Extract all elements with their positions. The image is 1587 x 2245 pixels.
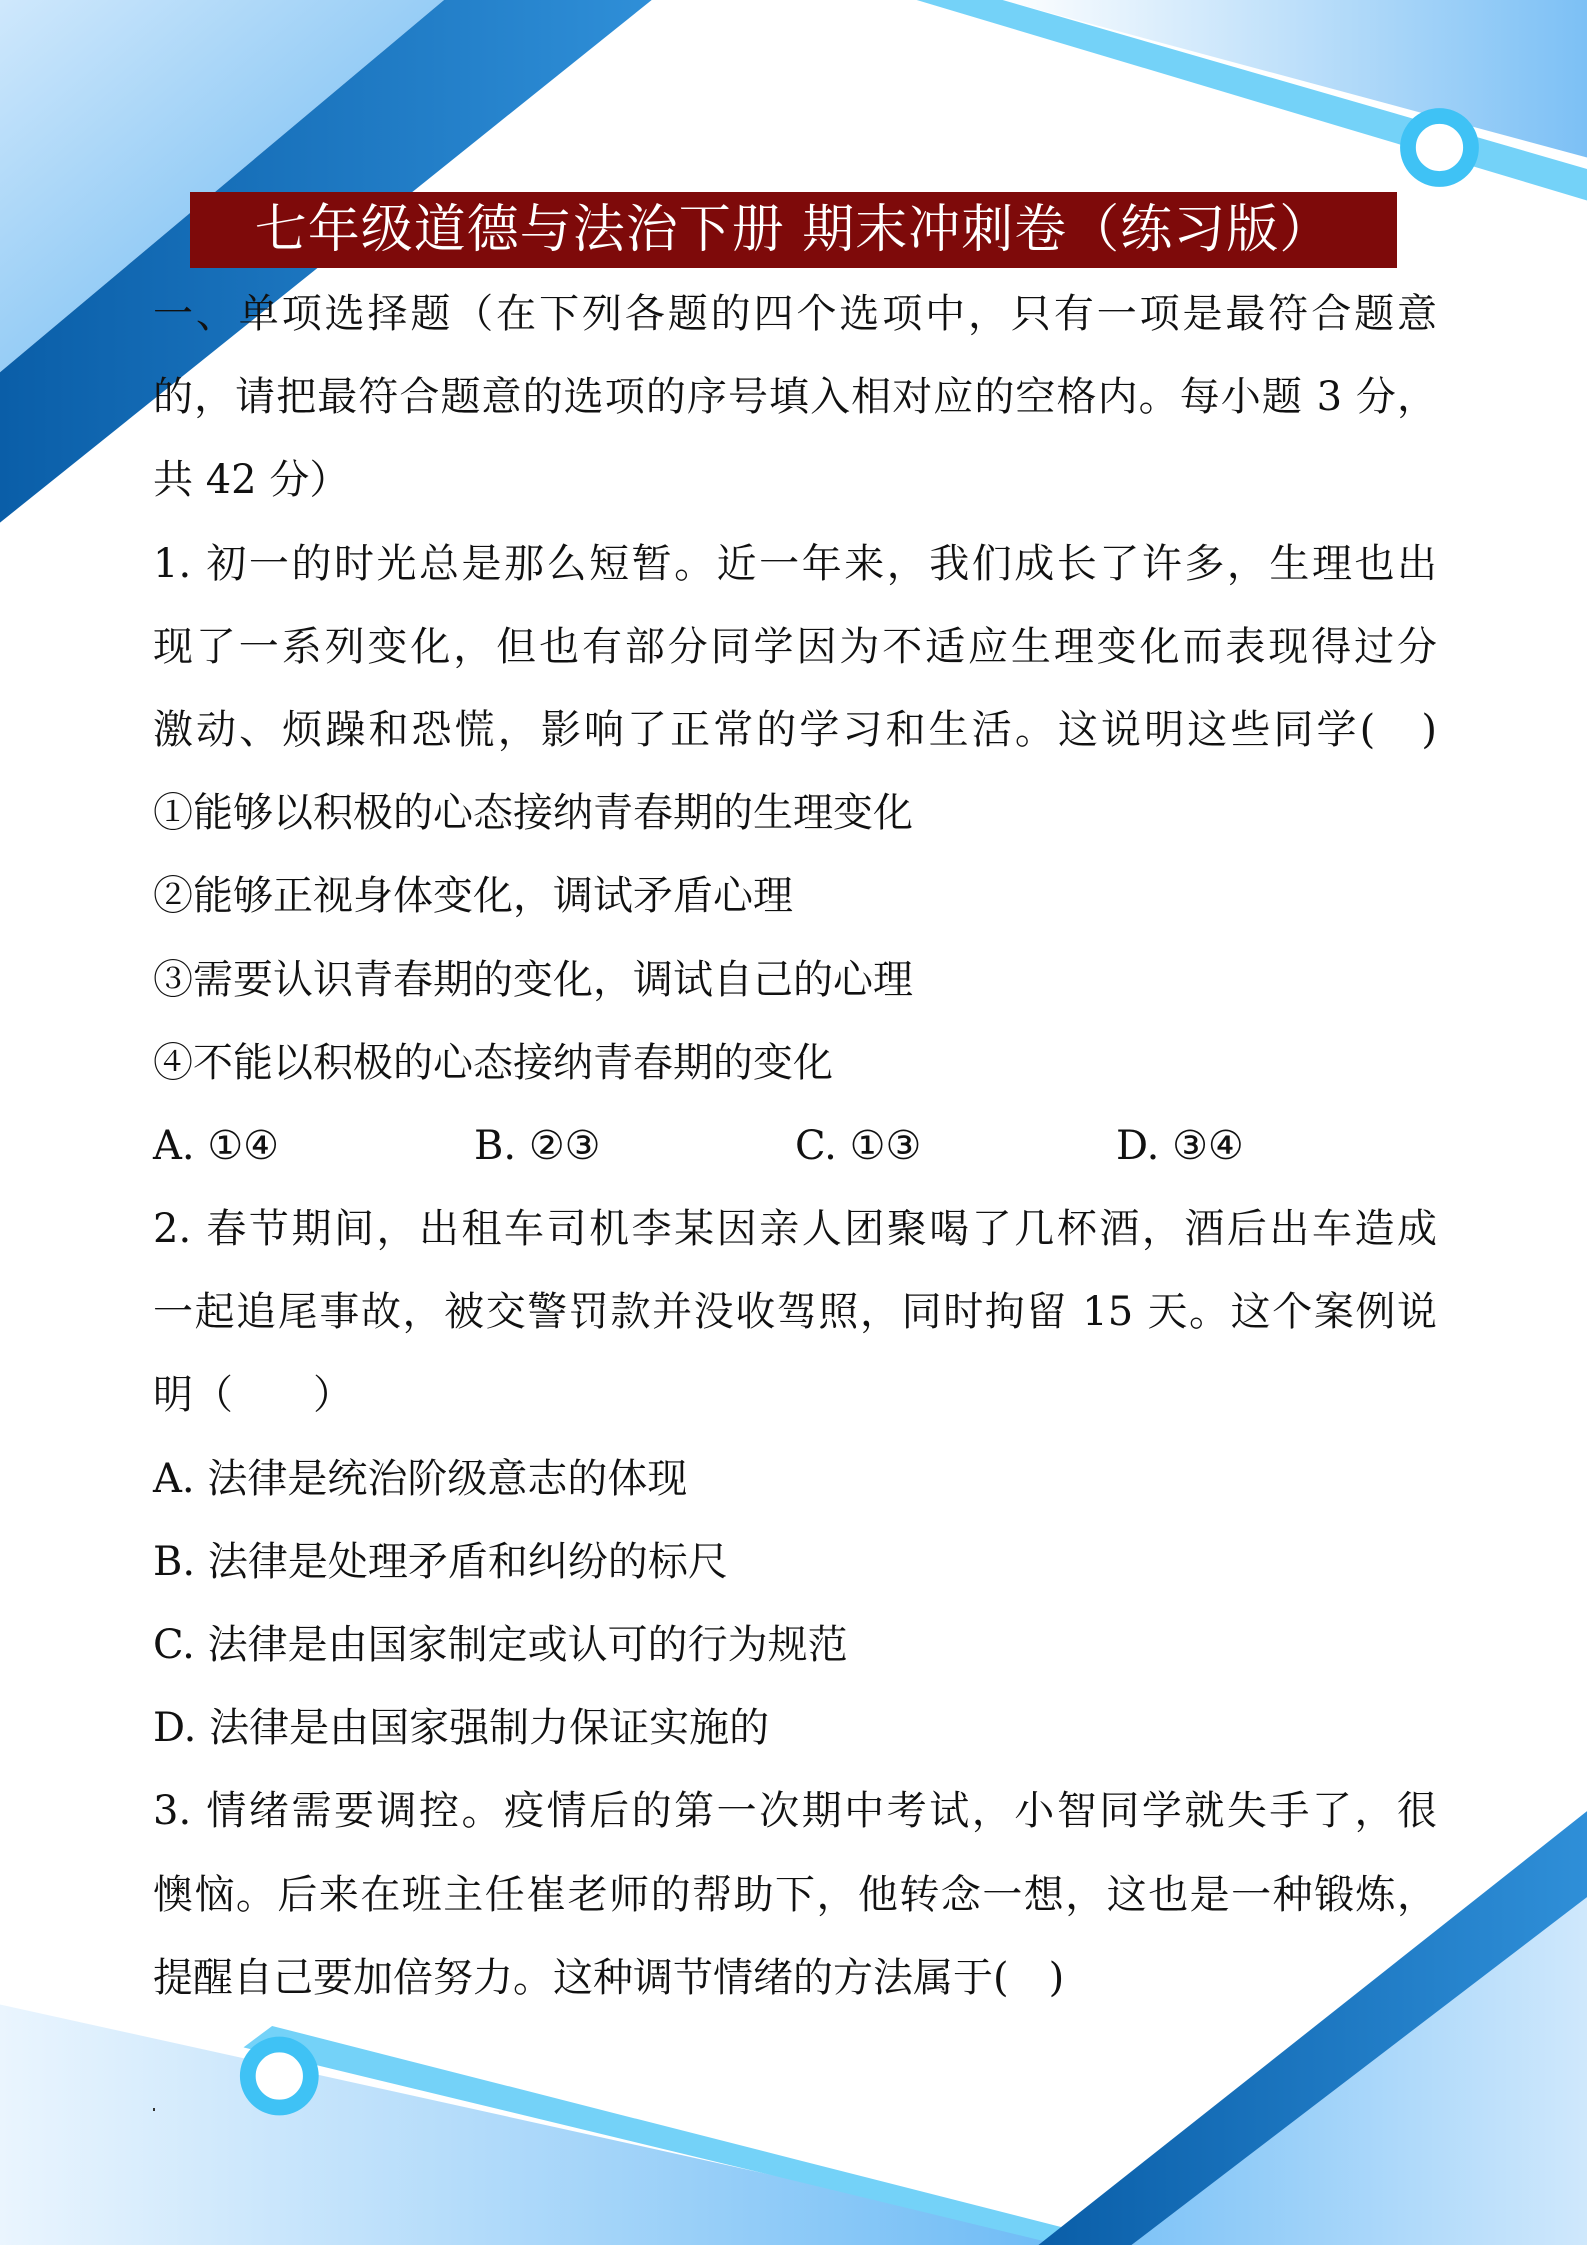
question-2-text: 2. 春节期间，出租车司机李某因亲人团聚喝了几杯酒，酒后出车造成 [153,1206,1437,1253]
question-3-text: 提醒自己要加倍努力。这种调节情绪的方法属于( ) [153,1954,1065,2001]
question-2-option-b: B. 法律是处理矛盾和纠纷的标尺 [153,1538,728,1585]
section-heading-line: 一、单项选择题（在下列各题的四个选项中，只有一项是最符合题意 [153,291,1437,337]
question-1-option-c: C. ①③ [795,1122,922,1169]
question-1-text: 激动、烦躁和恐慌，影响了正常的学习和生活。这说明这些同学( ) [153,706,1437,753]
question-1-options [153,1105,1437,1188]
question-2-option-c: C. 法律是由国家制定或认可的行为规范 [153,1622,848,1668]
question-1-statement: ④不能以积极的心态接纳青春期的变化 [153,1039,833,1086]
exam-content [153,273,1437,2020]
question-1-option-b: B. ②③ [474,1122,601,1169]
question-1-option-a: A. ①④ [153,1122,280,1169]
top-right-light-shape [1003,0,1587,157]
question-2-option-a: A. 法律是统治阶级意志的体现 [153,1455,688,1502]
question-1-text: 现了一系列变化，但也有部分同学因为不适应生理变化而表现得过分 [153,623,1437,670]
question-1-text: 1. 初一的时光总是那么短暂。近一年来，我们成长了许多，生理也出 [153,540,1437,587]
question-1-statement: ①能够以积极的心态接纳青春期的生理变化 [153,790,913,837]
question-3-text: 懊恼。后来在班主任崔老师的帮助下，他转念一想，这也是一种锻炼， [153,1871,1437,1918]
section-heading-line: 共 42 分） [153,457,350,504]
question-3-text: 3. 情绪需要调控。疫情后的第一次期中考试，小智同学就失手了，很 [153,1788,1437,1835]
question-2-option-d: D. 法律是由国家强制力保证实施的 [153,1705,770,1752]
question-1-statement: ②能够正视身体变化，调试矛盾心理 [153,873,793,920]
stray-mark [153,2108,155,2111]
bottom-left-ring [248,2045,311,2108]
question-2-text: 一起追尾事故，被交警罚款并没收驾照，同时拘留 15 天。这个案例说 [153,1289,1437,1336]
question-1-option-d: D. ③④ [1116,1122,1244,1169]
question-1-statement: ③需要认识青春期的变化，调试自己的心理 [153,956,913,1003]
question-2-text: 明（ ） [153,1372,353,1419]
top-right-ring [1408,116,1471,179]
page-title: 七年级道德与法治下册 期末冲刺卷（练习版） [190,192,1397,268]
section-heading-line: 的，请把最符合题意的选项的序号填入相对应的空格内。每小题 3 分， [153,374,1437,421]
